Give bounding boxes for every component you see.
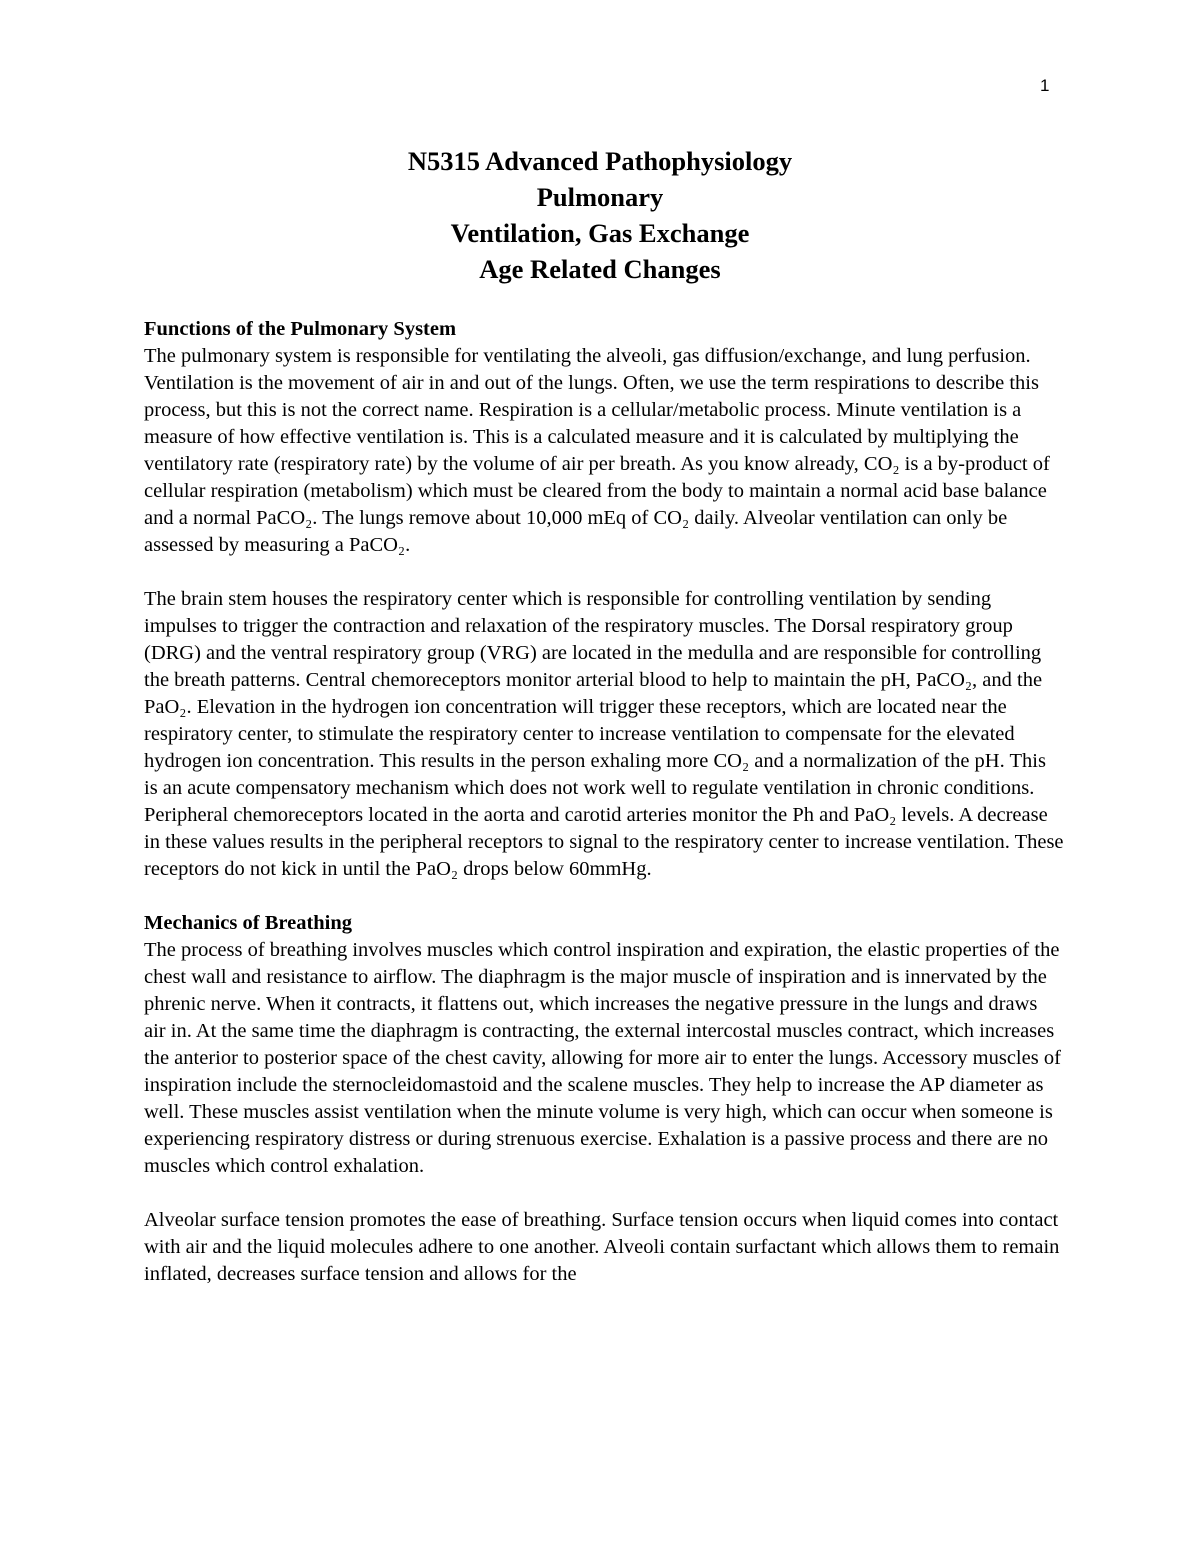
document-body (144, 316, 1064, 1288)
document-title (0, 143, 1200, 287)
paragraph-spacer (144, 1180, 1064, 1207)
paragraph-respiratory-center: The brain stem houses the respiratory center which is responsible for controlling ventilation by sending impulses to trigger the contraction and relaxation of the respiratory muscles. The Dorsal respiratory group (DRG) and the ventral respiratory group (VRG) are located in the medulla and are responsible for controlling the breath patterns. Central chemoreceptors monitor arterial blood to help to maintain the pH, PaCO₂, and the PaO₂. Elevation in the hydrogen ion concentration will trigger these receptors, which are located near the respiratory center, to stimulate the respiratory center to increase ventilation to compensate for the elevated hydrogen ion concentration. This results in the person exhaling more CO₂ and a normalization of the pH. This is an acute compensatory mechanism which does not work well to regulate ventilation in chronic conditions. Peripheral chemoreceptors located in the aorta and carotid arteries monitor the Ph and PaO₂ levels. A decrease in these values results in the peripheral receptors to signal to the respiratory center to increase ventilation. These receptors do not kick in until the PaO₂ drops below 60mmHg. (144, 588, 1064, 880)
page-number: 1 (1040, 76, 1050, 95)
title-subtopic-2: Age Related Changes (479, 254, 721, 284)
section-heading-mechanics: Mechanics of Breathing (144, 912, 353, 934)
title-course: N5315 Advanced Pathophysiology (407, 146, 793, 176)
paragraph-spacer (144, 559, 1064, 586)
paragraph-functions-ventilation: The pulmonary system is responsible for ventilating the alveoli, gas diffusion/exchange, and lung perfusion. Ventilation is the movement of air in and out of the lungs. Often, we use the term respirations to describe this process, but this is not the correct name. Respiration is a cellular/metabolic process. Minute ventilation is a measure of how effective ventilation is. This is a calculated measure and it is calculated by multiplying the ventilatory rate (respiratory rate) by the volume of air per breath. As you know already, CO₂ is a by-product of cellular respiration (metabolism) which must be cleared from the body to maintain a normal acid base balance and a normal PaCO₂. The lungs remove about 10,000 mEq of CO₂ daily. Alveolar ventilation can only be assessed by measuring a PaCO₂. (144, 345, 1050, 556)
section-heading-functions: Functions of the Pulmonary System (144, 318, 457, 340)
paragraph-surface-tension: Alveolar surface tension promotes the ease of breathing. Surface tension occurs when liquid comes into contact with air and the liquid molecules adhere to one another. Alveoli contain surfactant which allows them to remain inflated, decreases surface tension and allows for the (144, 1209, 1060, 1285)
title-topic: Pulmonary (536, 182, 664, 212)
paragraph-spacer (144, 883, 1064, 910)
title-subtopic: Ventilation, Gas Exchange (450, 218, 750, 248)
paragraph-mechanics-breathing: The process of breathing involves muscles which control inspiration and expiration, the elastic properties of the chest wall and resistance to airflow. The diaphragm is the major muscle of inspiration and is innervated by the phrenic nerve. When it contracts, it flattens out, which increases the negative pressure in the lungs and draws air in. At the same time the diaphragm is contracting, the external intercostal muscles contract, which increases the anterior to posterior space of the chest cavity, allowing for more air to enter the lungs. Accessory muscles of inspiration include the sternocleidomastoid and the scalene muscles. They help to increase the AP diameter as well. These muscles assist ventilation when the minute volume is very high, which can occur when someone is experiencing respiratory distress or during strenuous exercise. Exhalation is a passive process and there are no muscles which control exhalation. (144, 939, 1061, 1177)
